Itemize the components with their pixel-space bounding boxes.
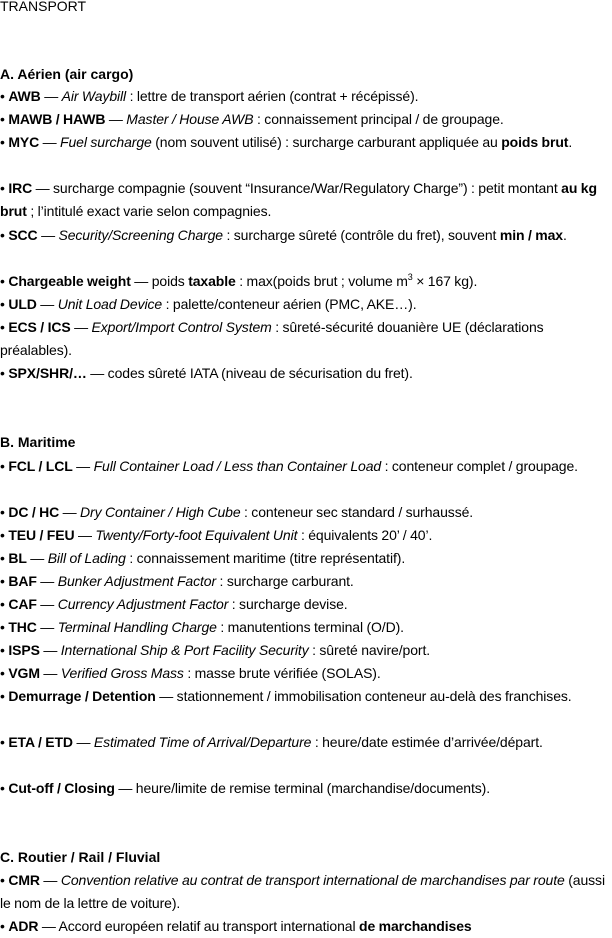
- list-item-bl: • BL — Bill of Lading : connaissement maritime (titre représentatif).: [0, 550, 406, 566]
- list-item-adr: • ADR — Accord européen relatif au transport international de marchandises: [0, 918, 472, 934]
- section-heading-maritime: B. Maritime: [0, 434, 76, 450]
- list-item-spx-shr: • SPX/SHR/… — codes sûreté IATA (niveau de sécurisation du fret).: [0, 365, 413, 381]
- list-item-cmr: • CMR — Convention relative au contrat de transport international de marchandises par route (aussi le nom de la lettre de voiture).: [0, 872, 605, 912]
- list-item-vgm: • VGM — Verified Gross Mass : masse brute vérifiée (SOLAS).: [0, 665, 381, 681]
- section-heading-aerien: A. Aérien (air cargo): [0, 66, 134, 82]
- list-item-baf: • BAF — Bunker Adjustment Factor : surcharge carburant.: [0, 573, 354, 589]
- list-item-fcl-lcl: • FCL / LCL — Full Container Load / Less than Container Load : conteneur complet / groupage.: [0, 458, 578, 474]
- list-item-mawb-hawb: • MAWB / HAWB — Master / House AWB : connaissement principal / de groupage.: [0, 111, 504, 127]
- list-item-isps: • ISPS — International Ship & Port Facility Security : sûreté navire/port.: [0, 642, 431, 658]
- list-item-irc: • IRC — surcharge compagnie (souvent “Insurance/War/Regulatory Charge”) : petit montant au kg brut ; l’intitulé exact varie selon compagnies.: [0, 180, 597, 220]
- list-item-ecs-ics: • ECS / ICS — Export/Import Control System : sûreté-sécurité douanière UE (déclarations préalables).: [0, 319, 544, 359]
- list-item-teu-feu: • TEU / FEU — Twenty/Forty-foot Equivalent Unit : équivalents 20’ / 40’.: [0, 527, 433, 543]
- list-item-cut-off-closing: • Cut-off / Closing — heure/limite de remise terminal (marchandise/documents).: [0, 780, 491, 796]
- list-item-awb: • AWB — Air Waybill : lettre de transport aérien (contrat + récépissé).: [0, 88, 419, 104]
- list-item-chargeable-weight: • Chargeable weight — poids taxable : max(poids brut ; volume $m^3 \times 167$ kg).: [0, 272, 478, 289]
- section-heading-routier-rail-fluvial: C. Routier / Rail / Fluvial: [0, 849, 161, 865]
- document-title: TRANSPORT: [0, 0, 87, 14]
- list-item-thc: • THC — Terminal Handling Charge : manutentions terminal (O/D).: [0, 619, 404, 635]
- list-item-caf: • CAF — Currency Adjustment Factor : surcharge devise.: [0, 596, 348, 612]
- list-item-uld: • ULD — Unit Load Device : palette/conteneur aérien (PMC, AKE…).: [0, 296, 417, 312]
- list-item-myc: • MYC — Fuel surcharge (nom souvent utilisé) : surcharge carburant appliquée au poids brut.: [0, 134, 573, 150]
- list-item-eta-etd: • ETA / ETD — Estimated Time of Arrival/Departure : heure/date estimée d’arrivée/départ.: [0, 734, 543, 750]
- list-item-demurrage-detention: • Demurrage / Detention — stationnement / immobilisation conteneur au-delà des franchises.: [0, 688, 572, 704]
- superscript-3: 3: [407, 272, 413, 282]
- list-item-scc: • SCC — Security/Screening Charge : surcharge sûreté (contrôle du fret), souvent min / max.: [0, 227, 567, 243]
- list-item-dc-hc: • DC / HC — Dry Container / High Cube : conteneur sec standard / surhaussé.: [0, 504, 474, 520]
